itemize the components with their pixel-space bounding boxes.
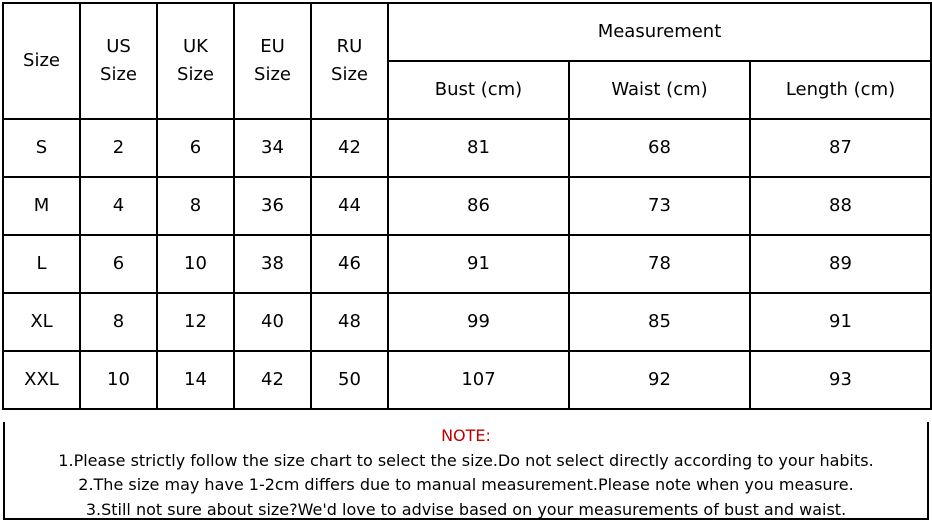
- note-title: NOTE:: [441, 426, 491, 445]
- header-row-top: [3, 3, 931, 61]
- header-eu-sub: Size: [254, 64, 291, 85]
- cell-ru: 46: [311, 235, 388, 293]
- header-ru-size: [311, 3, 388, 119]
- cell-ru: 44: [311, 177, 388, 235]
- table-row: [3, 119, 931, 177]
- header-length: Length (cm): [750, 61, 931, 119]
- note-line-1: 1.Please strictly follow the size chart to select the size.Do not select directly according to your habits.: [58, 450, 874, 470]
- table-row: [3, 351, 931, 409]
- notes-box: [3, 422, 929, 520]
- cell-ru: 50: [311, 351, 388, 409]
- header-waist: Waist (cm): [569, 61, 750, 119]
- cell-size: S: [3, 119, 80, 177]
- cell-size: L: [3, 235, 80, 293]
- cell-uk: 6: [157, 119, 234, 177]
- cell-us: 8: [80, 293, 157, 351]
- cell-eu: 38: [234, 235, 311, 293]
- cell-eu: 36: [234, 177, 311, 235]
- cell-waist: 78: [569, 235, 750, 293]
- cell-ru: 42: [311, 119, 388, 177]
- header-eu-size: [234, 3, 311, 119]
- table-row: [3, 293, 931, 351]
- note-line-3: 3.Still not sure about size?We'd love to advise based on your measurements of bust and waist.: [85, 499, 847, 519]
- cell-size: XXL: [3, 351, 80, 409]
- header-uk-size: [157, 3, 234, 119]
- header-us-size: [80, 3, 157, 119]
- cell-eu: 42: [234, 351, 311, 409]
- cell-bust: 91: [388, 235, 569, 293]
- cell-length: 88: [750, 177, 931, 235]
- cell-uk: 12: [157, 293, 234, 351]
- cell-waist: 85: [569, 293, 750, 351]
- cell-bust: 86: [388, 177, 569, 235]
- cell-ru: 48: [311, 293, 388, 351]
- cell-uk: 8: [157, 177, 234, 235]
- cell-us: 6: [80, 235, 157, 293]
- cell-eu: 40: [234, 293, 311, 351]
- cell-uk: 10: [157, 235, 234, 293]
- cell-bust: 99: [388, 293, 569, 351]
- cell-waist: 92: [569, 351, 750, 409]
- cell-us: 4: [80, 177, 157, 235]
- header-measurement: Measurement: [388, 3, 931, 61]
- cell-length: 89: [750, 235, 931, 293]
- header-ru-label: RU: [336, 36, 363, 57]
- header-us-sub: Size: [100, 64, 137, 85]
- table-row: [3, 235, 931, 293]
- cell-size: XL: [3, 293, 80, 351]
- cell-eu: 34: [234, 119, 311, 177]
- cell-bust: 81: [388, 119, 569, 177]
- cell-length: 93: [750, 351, 931, 409]
- header-ru-sub: Size: [331, 64, 368, 85]
- cell-us: 2: [80, 119, 157, 177]
- cell-us: 10: [80, 351, 157, 409]
- note-line-2: 2.The size may have 1-2cm differs due to manual measurement.Please note when you measure.: [78, 475, 854, 494]
- header-uk-sub: Size: [177, 64, 214, 85]
- table-row: [3, 177, 931, 235]
- cell-waist: 68: [569, 119, 750, 177]
- cell-waist: 73: [569, 177, 750, 235]
- cell-bust: 107: [388, 351, 569, 409]
- header-us-label: US: [106, 36, 131, 57]
- size-chart-table: [2, 2, 932, 410]
- cell-size: M: [3, 177, 80, 235]
- cell-length: 91: [750, 293, 931, 351]
- header-bust: Bust (cm): [388, 61, 569, 119]
- cell-length: 87: [750, 119, 931, 177]
- cell-uk: 14: [157, 351, 234, 409]
- header-eu-label: EU: [260, 36, 285, 57]
- header-uk-label: UK: [183, 36, 208, 57]
- header-size: Size: [3, 3, 80, 119]
